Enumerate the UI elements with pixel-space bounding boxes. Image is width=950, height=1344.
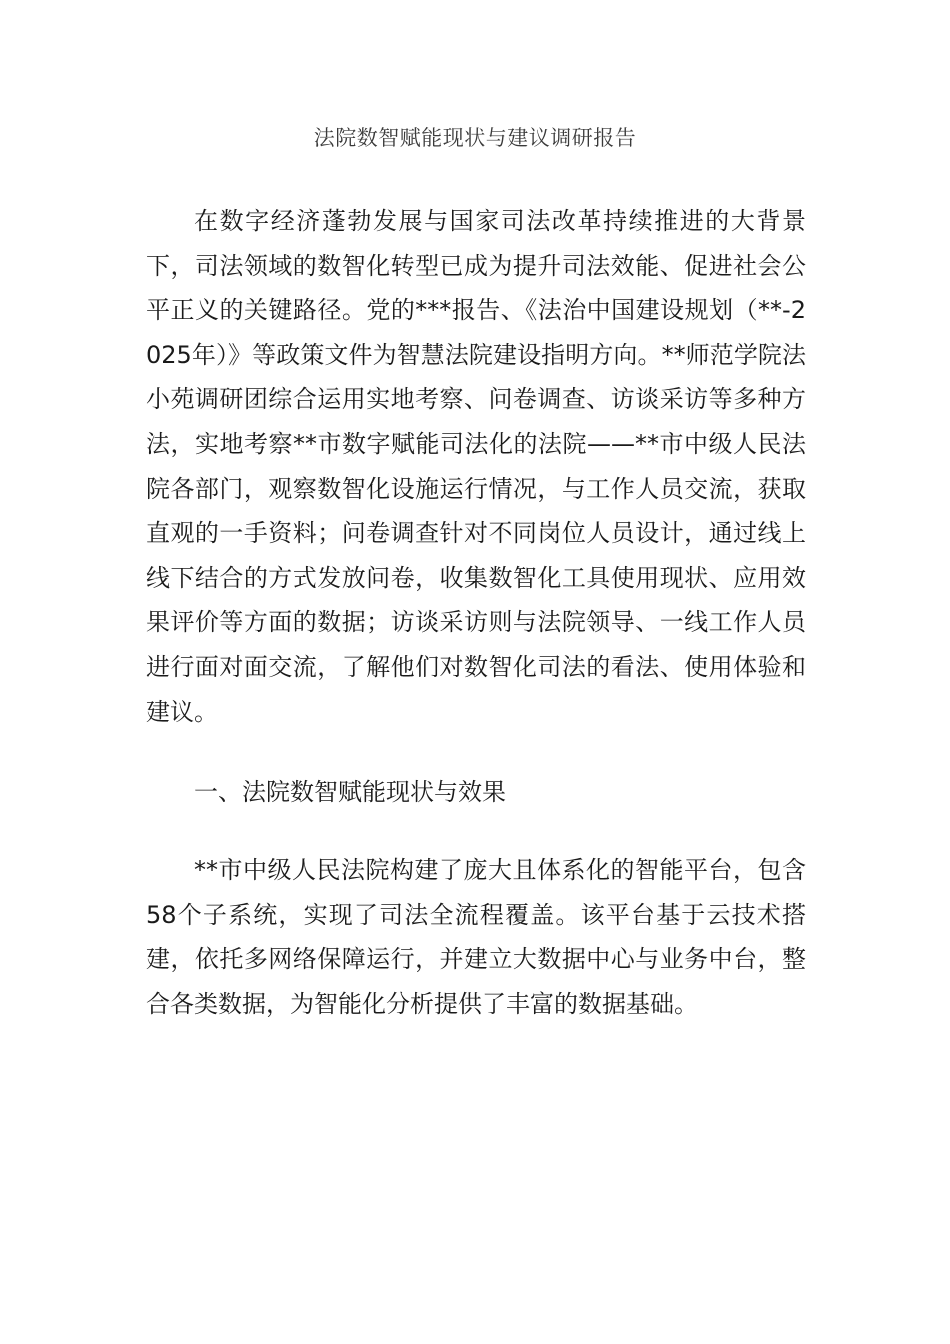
section-heading: 一、法院数智赋能现状与效果 (194, 778, 506, 806)
intro-paragraph: 在数字经济蓬勃发展与国家司法改革持续推进的大背景下，司法领域的数智化转型已成为提升司法效能、促进社会公平正义的关键路径。党的***报告、《法治中国建设规划（**-2025年）》等政策文件为智慧法院建设指明方向。**师范学院法小苑调研团综合运用实地考察、问卷调查、访谈采访等多种方法，实地考察**市数字赋能司法化的法院——**市中级人民法院各部门，观察数智化设施运行情况，与工作人员交流，获取直观的一手资料；问卷调查针对不同岗位人员设计，通过线上线下结合的方式发放问卷，收集数智化工具使用现状、应用效果评价等方面的数据；访谈采访则与法院领导、一线工作人员进行面对面交流，了解他们对数智化司法的看法、使用体验和建议。 (146, 207, 806, 726)
document-title: 法院数智赋能现状与建议调研报告 (313, 126, 637, 150)
section-paragraph: **市中级人民法院构建了庞大且体系化的智能平台，包含58个子系统，实现了司法全流程覆盖。该平台基于云技术搭建，依托多网络保障运行，并建立大数据中心与业务中台，整合各类数据，为智能化分析提供了丰富的数据基础。 (146, 856, 806, 1018)
